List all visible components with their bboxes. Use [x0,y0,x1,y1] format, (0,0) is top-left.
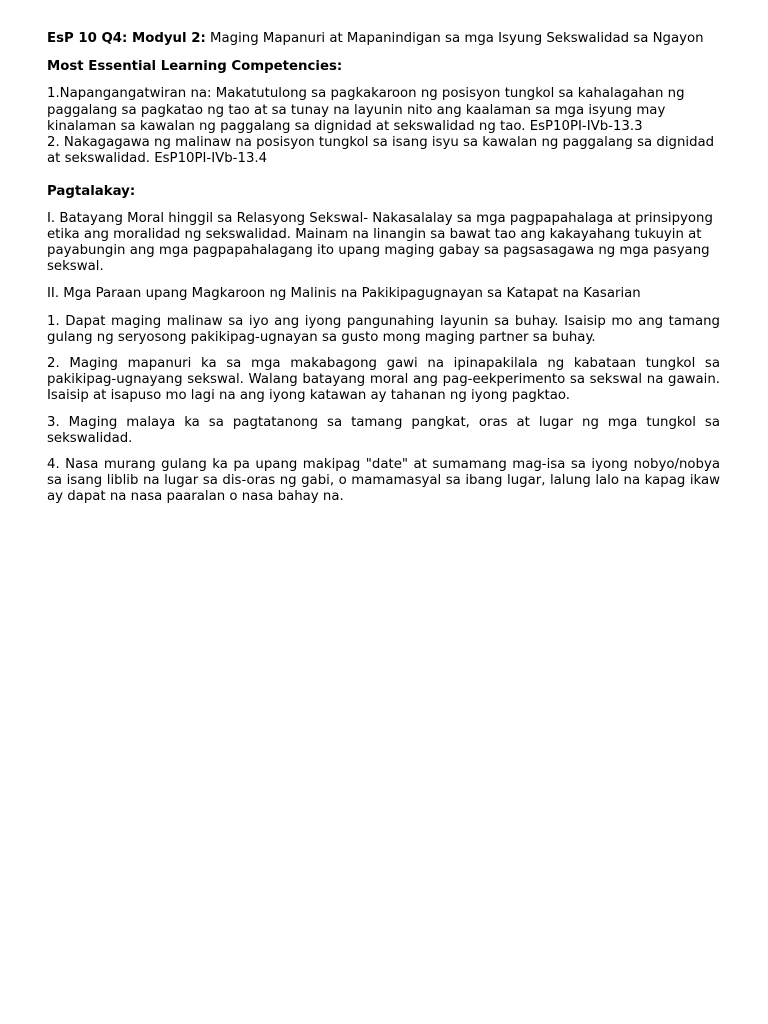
module-title-text: Maging Mapanuri at Mapanindigan sa mga Isyung Sekswalidad sa Ngayon [210,31,704,46]
section-1-paragraph: I. Batayang Moral hinggil sa Relasyong Sekswal- Nakasalalay sa mga pagpapahalaga at prinsipyong etika ang moralidad ng sekswalidad. Mainam na linangin sa bawat tao ang kakayahang tukuyin at payabungin ang mga pagpapahalagang ito upang maging gabay sa pagsasagawa ng mga pasyang sekswal. [47,210,713,275]
list-item: 2. Maging mapanuri ka sa mga makabagong gawi na ipinapakilala ng kabataan tungkol sa pakikipag-ugnayang sekswal. Walang batayang moral ang pag-eekperimento sa sekswal na gawain. Isaisip at isapuso mo lagi na ang iyong katawan ay tahanan ng iyong pagktao. [47,356,720,404]
mel-list [47,86,720,167]
mel-heading: Most Essential Learning Competencies: [47,59,343,75]
list-item: 3. Maging malaya ka sa pagtatanong sa tamang pangkat, oras at lugar ng mga tungkol sa sekswalidad. [47,414,720,446]
module-title [47,31,720,47]
document-page [47,31,720,516]
list-item: 4. Nasa murang gulang ka pa upang makipag "date" at sumamang mag-isa sa iyong nobyo/nobya sa isang liblib na lugar sa dis-oras ng gabi, o mamamasyal sa ibang lugar, lalung lalo na kapag ikaw ay dapat na nasa paaralan o nasa bahay na. [47,457,720,505]
section-2-heading: II. Mga Paraan upang Magkaroon ng Malinis na Pakikipagugnayan sa Katapat na Kasarian [47,286,641,302]
mel-item-1: 1.Napangangatwiran na: Makatutulong sa pagkakaroon ng posisyon tungkol sa kahalagahan ng paggalang sa pagkatao ng tao at sa tunay na layunin nito ang kaalaman sa mga isyung may kinalaman sa kawalan ng paggalang sa dignidad at sekswalidad ng tao. EsP10PI-IVb-13.3 [47,86,685,134]
pagtalakay-heading: Pagtalakay: [47,184,136,200]
module-code: EsP 10 Q4: Modyul 2: [47,31,206,46]
list-item: 1. Dapat maging malinaw sa iyo ang iyong pangunahing layunin sa buhay. Isaisip mo ang tamang gulang ng seryosong pakikipag-ugnayan sa gusto mong maging partner sa buhay. [47,313,720,345]
mel-item-2: 2. Nakagagawa ng malinaw na posisyon tungkol sa isang isyu sa kawalan ng paggalang sa dignidad at sekswalidad. EsP10PI-IVb-13.4 [47,135,715,167]
